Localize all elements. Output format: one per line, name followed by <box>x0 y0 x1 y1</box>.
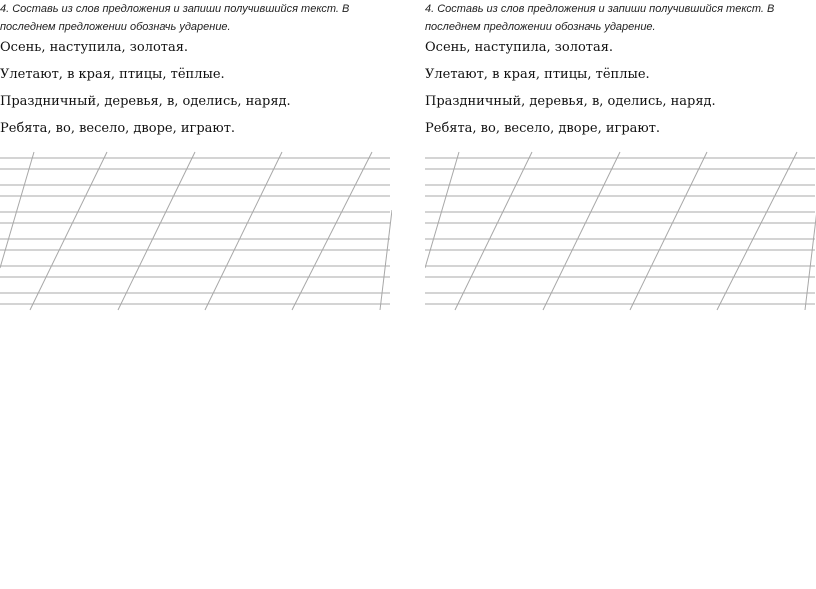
word-set-4: Ребята, во, весело, дворе, играют. <box>0 121 236 136</box>
word-set-1: Осень, наступила, золотая. <box>0 40 189 55</box>
slant-guide <box>205 152 282 310</box>
slant-guide <box>717 152 797 310</box>
ruled-lines <box>0 150 392 314</box>
ruled-lines <box>425 150 816 314</box>
worksheet-panel-left <box>0 0 396 589</box>
handwriting-ruled-area <box>0 150 392 314</box>
slant-guide <box>543 152 620 310</box>
worksheet-panel-right <box>425 0 816 589</box>
slant-guide <box>30 152 107 310</box>
slant-guide <box>118 152 195 310</box>
task-instruction: 4. Составь из слов предложения и запиши получившийся текст. В последнем предложении обозначь ударение. <box>425 3 775 33</box>
slant-guide <box>380 210 392 310</box>
slant-guide <box>292 152 372 310</box>
word-set-4: Ребята, во, весело, дворе, играют. <box>425 121 661 136</box>
slant-guide <box>805 210 816 310</box>
word-set-3: Праздничный, деревья, в, оделись, наряд. <box>0 94 291 109</box>
slant-guide <box>455 152 532 310</box>
task-instruction: 4. Составь из слов предложения и запиши получившийся текст. В последнем предложении обозначь ударение. <box>0 3 350 33</box>
slant-guide <box>630 152 707 310</box>
word-set-3: Праздничный, деревья, в, оделись, наряд. <box>425 94 716 109</box>
word-set-1: Осень, наступила, золотая. <box>425 40 614 55</box>
handwriting-ruled-area <box>425 150 816 314</box>
word-set-2: Улетают, в края, птицы, тёплые. <box>0 67 225 82</box>
word-set-2: Улетают, в края, птицы, тёплые. <box>425 67 650 82</box>
